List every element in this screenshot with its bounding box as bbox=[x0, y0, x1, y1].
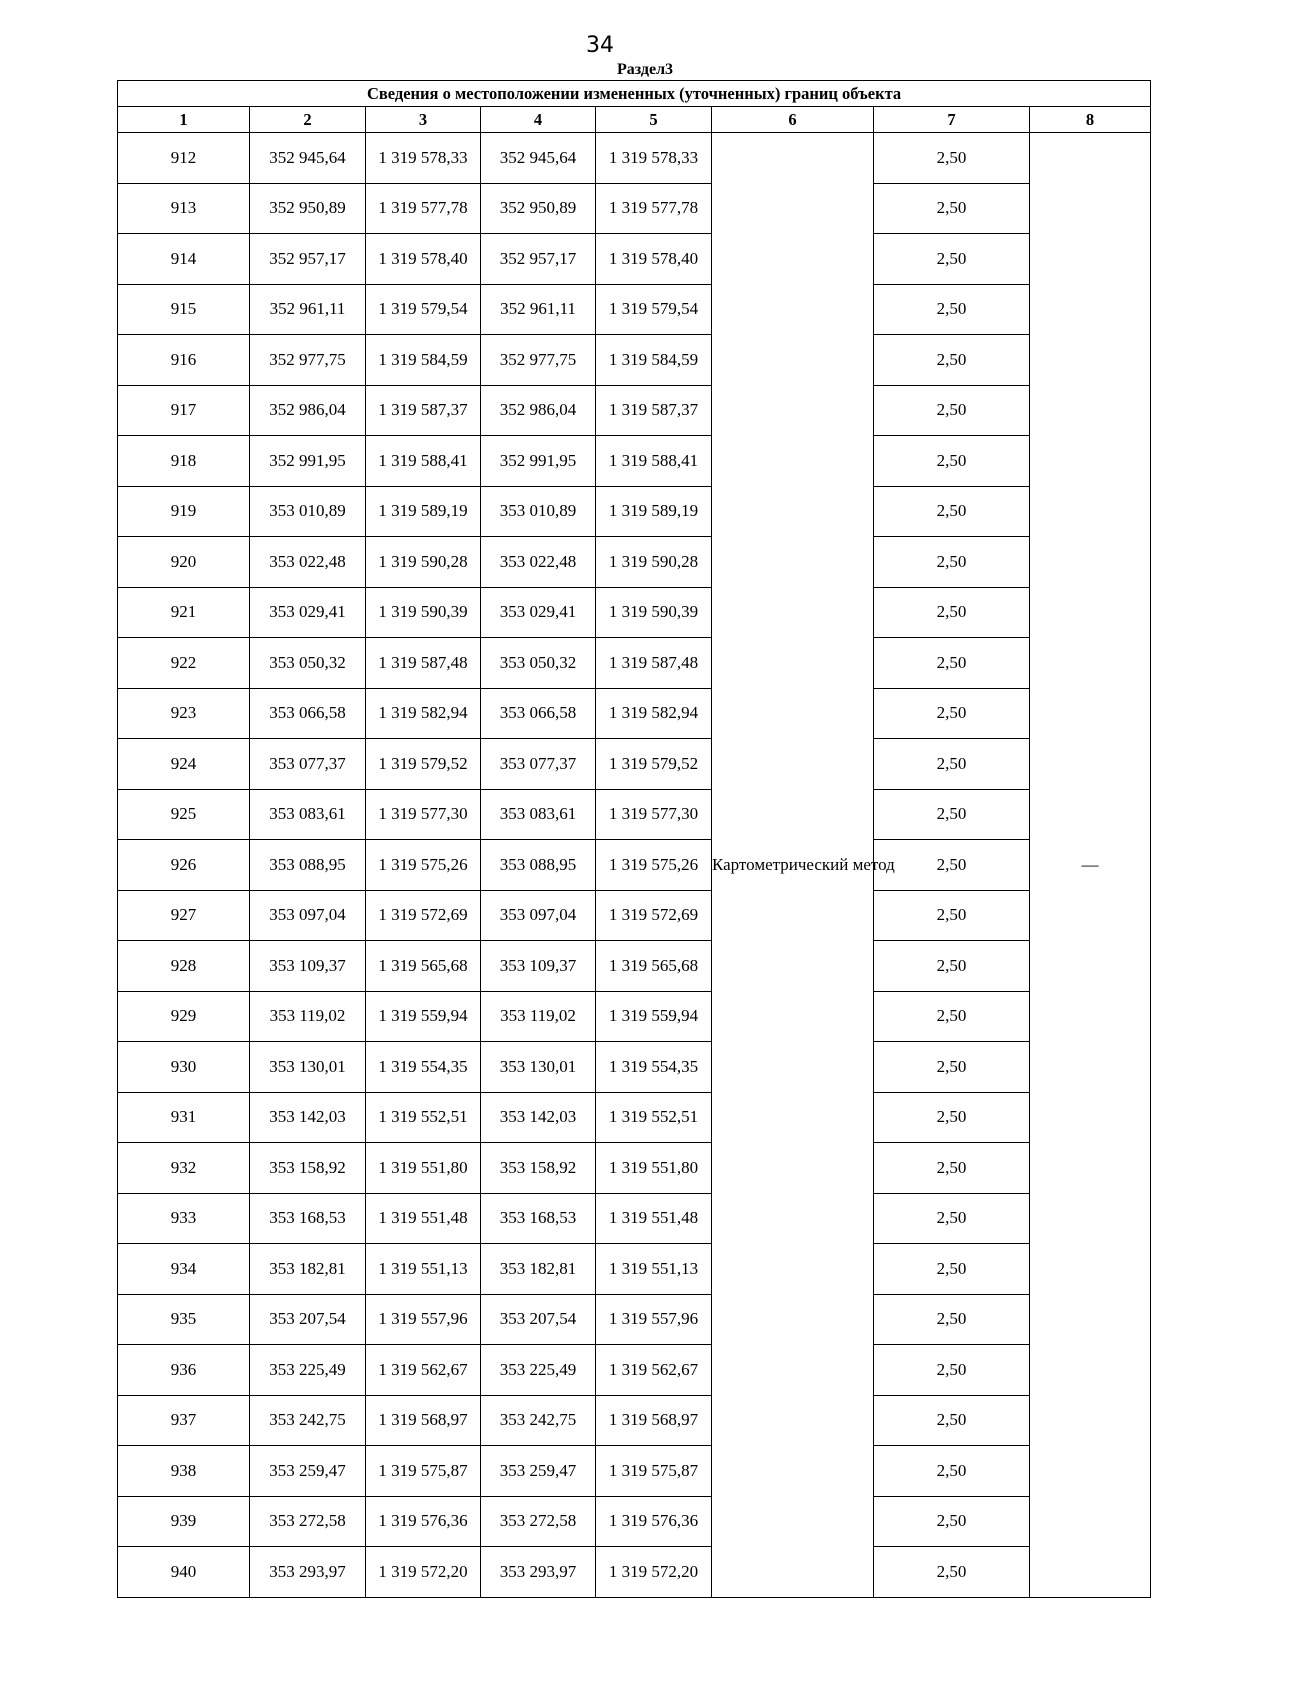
accuracy-cell: 2,50 bbox=[874, 537, 1030, 588]
accuracy-cell: 2,50 bbox=[874, 1294, 1030, 1345]
x-coordinate-existing-cell: 353 168,53 bbox=[250, 1193, 366, 1244]
x-coordinate-existing-cell: 353 097,04 bbox=[250, 890, 366, 941]
y-coordinate-refined-cell: 1 319 572,20 bbox=[596, 1547, 712, 1598]
column-number-8: 8 bbox=[1030, 107, 1151, 133]
accuracy-cell: 2,50 bbox=[874, 335, 1030, 386]
table-row bbox=[118, 1042, 1151, 1093]
table-row bbox=[118, 537, 1151, 588]
x-coordinate-existing-cell: 353 158,92 bbox=[250, 1143, 366, 1194]
table-caption: Сведения о местоположении измененных (уточненных) границ объекта bbox=[118, 81, 1151, 107]
table-row bbox=[118, 789, 1151, 840]
table-row bbox=[118, 234, 1151, 285]
y-coordinate-refined-cell: 1 319 587,37 bbox=[596, 385, 712, 436]
point-number-cell: 922 bbox=[118, 638, 250, 689]
column-number-6: 6 bbox=[712, 107, 874, 133]
point-number-cell: 918 bbox=[118, 436, 250, 487]
y-coordinate-refined-cell: 1 319 575,26 bbox=[596, 840, 712, 891]
x-coordinate-existing-cell: 352 945,64 bbox=[250, 133, 366, 184]
accuracy-cell: 2,50 bbox=[874, 739, 1030, 790]
y-coordinate-existing-cell: 1 319 565,68 bbox=[366, 941, 481, 992]
y-coordinate-refined-cell: 1 319 551,13 bbox=[596, 1244, 712, 1295]
y-coordinate-refined-cell: 1 319 575,87 bbox=[596, 1446, 712, 1497]
x-coordinate-refined-cell: 353 130,01 bbox=[481, 1042, 596, 1093]
y-coordinate-existing-cell: 1 319 562,67 bbox=[366, 1345, 481, 1396]
point-number-cell: 939 bbox=[118, 1496, 250, 1547]
table-row bbox=[118, 436, 1151, 487]
x-coordinate-refined-cell: 353 066,58 bbox=[481, 688, 596, 739]
y-coordinate-existing-cell: 1 319 590,39 bbox=[366, 587, 481, 638]
table-row bbox=[118, 1496, 1151, 1547]
table-row bbox=[118, 587, 1151, 638]
y-coordinate-existing-cell: 1 319 577,30 bbox=[366, 789, 481, 840]
y-coordinate-existing-cell: 1 319 578,33 bbox=[366, 133, 481, 184]
boundary-coordinates-table bbox=[117, 80, 1151, 1598]
accuracy-cell: 2,50 bbox=[874, 1496, 1030, 1547]
point-number-cell: 937 bbox=[118, 1395, 250, 1446]
y-coordinate-refined-cell: 1 319 565,68 bbox=[596, 941, 712, 992]
point-number-cell: 919 bbox=[118, 486, 250, 537]
point-number-cell: 924 bbox=[118, 739, 250, 790]
y-coordinate-refined-cell: 1 319 551,80 bbox=[596, 1143, 712, 1194]
y-coordinate-refined-cell: 1 319 578,33 bbox=[596, 133, 712, 184]
x-coordinate-existing-cell: 353 010,89 bbox=[250, 486, 366, 537]
point-number-cell: 934 bbox=[118, 1244, 250, 1295]
x-coordinate-refined-cell: 353 225,49 bbox=[481, 1345, 596, 1396]
y-coordinate-existing-cell: 1 319 588,41 bbox=[366, 436, 481, 487]
accuracy-cell: 2,50 bbox=[874, 587, 1030, 638]
accuracy-cell: 2,50 bbox=[874, 941, 1030, 992]
column-number-3: 3 bbox=[366, 107, 481, 133]
y-coordinate-existing-cell: 1 319 579,54 bbox=[366, 284, 481, 335]
y-coordinate-refined-cell: 1 319 584,59 bbox=[596, 335, 712, 386]
accuracy-cell: 2,50 bbox=[874, 436, 1030, 487]
y-coordinate-existing-cell: 1 319 551,13 bbox=[366, 1244, 481, 1295]
x-coordinate-refined-cell: 352 961,11 bbox=[481, 284, 596, 335]
point-number-cell: 921 bbox=[118, 587, 250, 638]
y-coordinate-existing-cell: 1 319 589,19 bbox=[366, 486, 481, 537]
table-body bbox=[118, 133, 1151, 1598]
table-row bbox=[118, 1244, 1151, 1295]
y-coordinate-refined-cell: 1 319 551,48 bbox=[596, 1193, 712, 1244]
accuracy-cell: 2,50 bbox=[874, 1547, 1030, 1598]
x-coordinate-refined-cell: 353 182,81 bbox=[481, 1244, 596, 1295]
x-coordinate-existing-cell: 353 225,49 bbox=[250, 1345, 366, 1396]
point-number-cell: 930 bbox=[118, 1042, 250, 1093]
point-number-cell: 935 bbox=[118, 1294, 250, 1345]
point-number-cell: 931 bbox=[118, 1092, 250, 1143]
x-coordinate-existing-cell: 353 242,75 bbox=[250, 1395, 366, 1446]
accuracy-cell: 2,50 bbox=[874, 638, 1030, 689]
accuracy-cell: 2,50 bbox=[874, 1244, 1030, 1295]
x-coordinate-existing-cell: 353 272,58 bbox=[250, 1496, 366, 1547]
accuracy-cell: 2,50 bbox=[874, 1193, 1030, 1244]
point-number-cell: 912 bbox=[118, 133, 250, 184]
y-coordinate-existing-cell: 1 319 576,36 bbox=[366, 1496, 481, 1547]
y-coordinate-refined-cell: 1 319 589,19 bbox=[596, 486, 712, 537]
x-coordinate-refined-cell: 353 077,37 bbox=[481, 739, 596, 790]
section-label: Раздел3 bbox=[616, 61, 674, 78]
x-coordinate-existing-cell: 353 088,95 bbox=[250, 840, 366, 891]
x-coordinate-refined-cell: 353 088,95 bbox=[481, 840, 596, 891]
x-coordinate-refined-cell: 353 158,92 bbox=[481, 1143, 596, 1194]
table-row bbox=[118, 486, 1151, 537]
y-coordinate-refined-cell: 1 319 554,35 bbox=[596, 1042, 712, 1093]
y-coordinate-refined-cell: 1 319 579,52 bbox=[596, 739, 712, 790]
column-number-1: 1 bbox=[118, 107, 250, 133]
x-coordinate-existing-cell: 353 182,81 bbox=[250, 1244, 366, 1295]
table-row bbox=[118, 183, 1151, 234]
table-row bbox=[118, 638, 1151, 689]
y-coordinate-existing-cell: 1 319 577,78 bbox=[366, 183, 481, 234]
x-coordinate-refined-cell: 353 293,97 bbox=[481, 1547, 596, 1598]
x-coordinate-existing-cell: 352 977,75 bbox=[250, 335, 366, 386]
accuracy-cell: 2,50 bbox=[874, 1395, 1030, 1446]
accuracy-cell: 2,50 bbox=[874, 486, 1030, 537]
table-row bbox=[118, 335, 1151, 386]
y-coordinate-existing-cell: 1 319 584,59 bbox=[366, 335, 481, 386]
accuracy-cell: 2,50 bbox=[874, 1042, 1030, 1093]
point-number-cell: 932 bbox=[118, 1143, 250, 1194]
column-number-7: 7 bbox=[874, 107, 1030, 133]
point-number-cell: 936 bbox=[118, 1345, 250, 1396]
y-coordinate-existing-cell: 1 319 572,69 bbox=[366, 890, 481, 941]
y-coordinate-refined-cell: 1 319 577,78 bbox=[596, 183, 712, 234]
x-coordinate-refined-cell: 352 977,75 bbox=[481, 335, 596, 386]
y-coordinate-refined-cell: 1 319 559,94 bbox=[596, 991, 712, 1042]
table-row bbox=[118, 1547, 1151, 1598]
table-row bbox=[118, 1143, 1151, 1194]
accuracy-cell: 2,50 bbox=[874, 385, 1030, 436]
x-coordinate-refined-cell: 352 950,89 bbox=[481, 183, 596, 234]
point-number-cell: 917 bbox=[118, 385, 250, 436]
x-coordinate-existing-cell: 353 022,48 bbox=[250, 537, 366, 588]
y-coordinate-existing-cell: 1 319 587,48 bbox=[366, 638, 481, 689]
y-coordinate-refined-cell: 1 319 557,96 bbox=[596, 1294, 712, 1345]
y-coordinate-refined-cell: 1 319 577,30 bbox=[596, 789, 712, 840]
point-number-cell: 913 bbox=[118, 183, 250, 234]
x-coordinate-existing-cell: 353 119,02 bbox=[250, 991, 366, 1042]
y-coordinate-existing-cell: 1 319 578,40 bbox=[366, 234, 481, 285]
y-coordinate-existing-cell: 1 319 587,37 bbox=[366, 385, 481, 436]
accuracy-cell: 2,50 bbox=[874, 890, 1030, 941]
x-coordinate-existing-cell: 352 950,89 bbox=[250, 183, 366, 234]
point-number-cell: 923 bbox=[118, 688, 250, 739]
x-coordinate-refined-cell: 353 109,37 bbox=[481, 941, 596, 992]
table-row bbox=[118, 1446, 1151, 1497]
x-coordinate-refined-cell: 353 097,04 bbox=[481, 890, 596, 941]
y-coordinate-refined-cell: 1 319 590,39 bbox=[596, 587, 712, 638]
point-number-cell: 928 bbox=[118, 941, 250, 992]
x-coordinate-existing-cell: 353 293,97 bbox=[250, 1547, 366, 1598]
x-coordinate-existing-cell: 353 083,61 bbox=[250, 789, 366, 840]
table-row bbox=[118, 1092, 1151, 1143]
table-row bbox=[118, 688, 1151, 739]
point-number-cell: 920 bbox=[118, 537, 250, 588]
x-coordinate-existing-cell: 353 142,03 bbox=[250, 1092, 366, 1143]
point-number-cell: 938 bbox=[118, 1446, 250, 1497]
y-coordinate-existing-cell: 1 319 557,96 bbox=[366, 1294, 481, 1345]
accuracy-cell: 2,50 bbox=[874, 840, 1030, 891]
y-coordinate-existing-cell: 1 319 551,48 bbox=[366, 1193, 481, 1244]
y-coordinate-existing-cell: 1 319 552,51 bbox=[366, 1092, 481, 1143]
x-coordinate-existing-cell: 353 066,58 bbox=[250, 688, 366, 739]
x-coordinate-refined-cell: 353 022,48 bbox=[481, 537, 596, 588]
x-coordinate-refined-cell: 352 945,64 bbox=[481, 133, 596, 184]
point-number-cell: 915 bbox=[118, 284, 250, 335]
table-row bbox=[118, 1193, 1151, 1244]
x-coordinate-refined-cell: 352 957,17 bbox=[481, 234, 596, 285]
y-coordinate-existing-cell: 1 319 590,28 bbox=[366, 537, 481, 588]
table-row bbox=[118, 1294, 1151, 1345]
y-coordinate-refined-cell: 1 319 582,94 bbox=[596, 688, 712, 739]
x-coordinate-refined-cell: 353 050,32 bbox=[481, 638, 596, 689]
accuracy-cell: 2,50 bbox=[874, 688, 1030, 739]
y-coordinate-refined-cell: 1 319 578,40 bbox=[596, 234, 712, 285]
y-coordinate-existing-cell: 1 319 582,94 bbox=[366, 688, 481, 739]
table-row bbox=[118, 1345, 1151, 1396]
point-number-cell: 914 bbox=[118, 234, 250, 285]
x-coordinate-existing-cell: 353 029,41 bbox=[250, 587, 366, 638]
x-coordinate-refined-cell: 352 991,95 bbox=[481, 436, 596, 487]
table-row bbox=[118, 991, 1151, 1042]
y-coordinate-refined-cell: 1 319 587,48 bbox=[596, 638, 712, 689]
y-coordinate-refined-cell: 1 319 588,41 bbox=[596, 436, 712, 487]
x-coordinate-existing-cell: 353 130,01 bbox=[250, 1042, 366, 1093]
accuracy-cell: 2,50 bbox=[874, 234, 1030, 285]
accuracy-cell: 2,50 bbox=[874, 183, 1030, 234]
x-coordinate-existing-cell: 352 961,11 bbox=[250, 284, 366, 335]
x-coordinate-existing-cell: 353 207,54 bbox=[250, 1294, 366, 1345]
x-coordinate-existing-cell: 352 991,95 bbox=[250, 436, 366, 487]
x-coordinate-existing-cell: 353 050,32 bbox=[250, 638, 366, 689]
table-row bbox=[118, 890, 1151, 941]
accuracy-cell: 2,50 bbox=[874, 1092, 1030, 1143]
x-coordinate-refined-cell: 353 083,61 bbox=[481, 789, 596, 840]
table-row bbox=[118, 739, 1151, 790]
column-8-cell: — bbox=[1030, 133, 1151, 1598]
point-number-cell: 926 bbox=[118, 840, 250, 891]
x-coordinate-existing-cell: 353 109,37 bbox=[250, 941, 366, 992]
x-coordinate-existing-cell: 352 986,04 bbox=[250, 385, 366, 436]
y-coordinate-existing-cell: 1 319 575,87 bbox=[366, 1446, 481, 1497]
x-coordinate-refined-cell: 353 142,03 bbox=[481, 1092, 596, 1143]
x-coordinate-existing-cell: 352 957,17 bbox=[250, 234, 366, 285]
x-coordinate-refined-cell: 353 259,47 bbox=[481, 1446, 596, 1497]
y-coordinate-refined-cell: 1 319 579,54 bbox=[596, 284, 712, 335]
accuracy-cell: 2,50 bbox=[874, 1345, 1030, 1396]
table-row bbox=[118, 284, 1151, 335]
table-row bbox=[118, 840, 1151, 891]
y-coordinate-refined-cell: 1 319 590,28 bbox=[596, 537, 712, 588]
accuracy-cell: 2,50 bbox=[874, 284, 1030, 335]
table-row bbox=[118, 133, 1151, 184]
accuracy-cell: 2,50 bbox=[874, 1143, 1030, 1194]
y-coordinate-refined-cell: 1 319 562,67 bbox=[596, 1345, 712, 1396]
accuracy-cell: 2,50 bbox=[874, 133, 1030, 184]
point-number-cell: 927 bbox=[118, 890, 250, 941]
page-number: 34 bbox=[586, 33, 614, 58]
point-number-cell: 929 bbox=[118, 991, 250, 1042]
x-coordinate-refined-cell: 353 207,54 bbox=[481, 1294, 596, 1345]
point-number-cell: 925 bbox=[118, 789, 250, 840]
table-row bbox=[118, 1395, 1151, 1446]
column-number-5: 5 bbox=[596, 107, 712, 133]
table-row bbox=[118, 941, 1151, 992]
x-coordinate-existing-cell: 353 259,47 bbox=[250, 1446, 366, 1497]
y-coordinate-existing-cell: 1 319 575,26 bbox=[366, 840, 481, 891]
y-coordinate-refined-cell: 1 319 568,97 bbox=[596, 1395, 712, 1446]
x-coordinate-refined-cell: 353 272,58 bbox=[481, 1496, 596, 1547]
column-number-4: 4 bbox=[481, 107, 596, 133]
accuracy-cell: 2,50 bbox=[874, 991, 1030, 1042]
y-coordinate-refined-cell: 1 319 576,36 bbox=[596, 1496, 712, 1547]
point-number-cell: 940 bbox=[118, 1547, 250, 1598]
method-cell: Картометрический метод bbox=[712, 133, 874, 1598]
x-coordinate-refined-cell: 353 168,53 bbox=[481, 1193, 596, 1244]
accuracy-cell: 2,50 bbox=[874, 1446, 1030, 1497]
x-coordinate-existing-cell: 353 077,37 bbox=[250, 739, 366, 790]
y-coordinate-existing-cell: 1 319 579,52 bbox=[366, 739, 481, 790]
y-coordinate-existing-cell: 1 319 559,94 bbox=[366, 991, 481, 1042]
y-coordinate-refined-cell: 1 319 572,69 bbox=[596, 890, 712, 941]
point-number-cell: 933 bbox=[118, 1193, 250, 1244]
y-coordinate-existing-cell: 1 319 568,97 bbox=[366, 1395, 481, 1446]
accuracy-cell: 2,50 bbox=[874, 789, 1030, 840]
y-coordinate-refined-cell: 1 319 552,51 bbox=[596, 1092, 712, 1143]
point-number-cell: 916 bbox=[118, 335, 250, 386]
x-coordinate-refined-cell: 353 010,89 bbox=[481, 486, 596, 537]
y-coordinate-existing-cell: 1 319 572,20 bbox=[366, 1547, 481, 1598]
table-row bbox=[118, 385, 1151, 436]
y-coordinate-existing-cell: 1 319 551,80 bbox=[366, 1143, 481, 1194]
x-coordinate-refined-cell: 353 242,75 bbox=[481, 1395, 596, 1446]
x-coordinate-refined-cell: 353 119,02 bbox=[481, 991, 596, 1042]
y-coordinate-existing-cell: 1 319 554,35 bbox=[366, 1042, 481, 1093]
x-coordinate-refined-cell: 352 986,04 bbox=[481, 385, 596, 436]
x-coordinate-refined-cell: 353 029,41 bbox=[481, 587, 596, 638]
column-number-2: 2 bbox=[250, 107, 366, 133]
